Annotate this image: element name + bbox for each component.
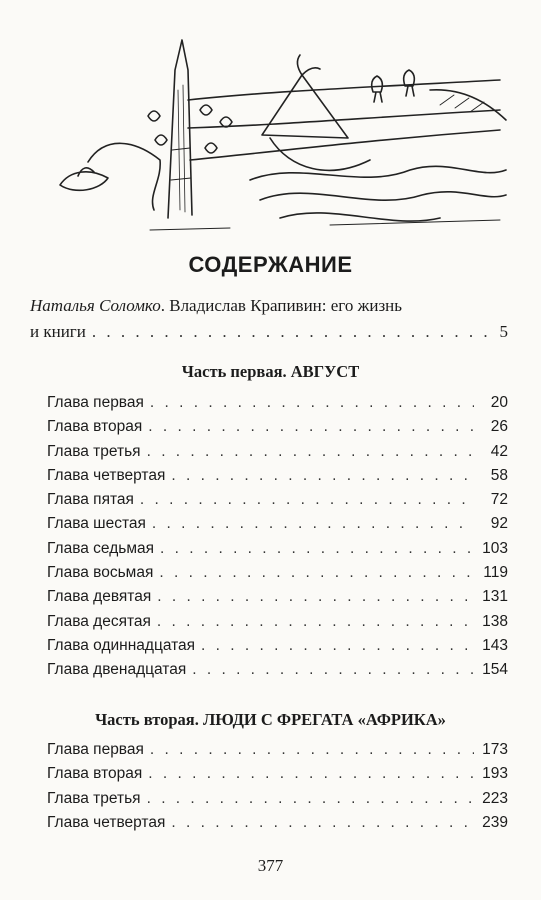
chapter-label: Глава третья — [47, 442, 141, 460]
dot-leader — [148, 765, 474, 783]
intro-entry[interactable] — [30, 293, 508, 345]
dot-leader — [159, 564, 474, 582]
chapter-page: 193 — [482, 765, 508, 783]
chapter-label: Глава первая — [47, 394, 144, 411]
toc-row[interactable] — [47, 637, 508, 661]
chapter-page: 20 — [490, 394, 508, 411]
part-2-heading: Часть вторая. ЛЮДИ С ФРЕГАТА «АФРИКА» — [95, 710, 446, 729]
dot-leader — [140, 491, 474, 509]
chapter-label: Глава двенадцатая — [47, 661, 187, 679]
chapter-page: 173 — [482, 741, 508, 758]
decorative-illustration — [30, 30, 508, 240]
dot-leader — [192, 661, 474, 679]
chapter-label: Глава четвертая — [47, 466, 166, 484]
toc-row[interactable] — [47, 394, 508, 418]
toc-row[interactable] — [47, 790, 508, 814]
part-1-chapter-list — [47, 394, 508, 686]
toc-row[interactable] — [47, 418, 508, 442]
contents-title: СОДЕРЖАНИЕ — [188, 252, 353, 277]
intro-title-line — [30, 293, 508, 319]
toc-row[interactable] — [47, 741, 508, 765]
toc-row[interactable] — [47, 661, 508, 685]
chapter-label: Глава девятая — [47, 588, 152, 606]
chapter-page: 138 — [482, 612, 508, 630]
toc-row[interactable] — [47, 814, 508, 838]
dot-leader — [147, 443, 474, 461]
intro-page-number: 5 — [499, 322, 508, 341]
toc-row[interactable] — [47, 467, 508, 491]
intro-title-part2: и книги — [30, 322, 86, 341]
dot-leader — [147, 790, 474, 808]
chapter-label: Глава шестая — [47, 515, 146, 533]
chapter-page: 92 — [490, 515, 508, 533]
toc-row[interactable] — [47, 491, 508, 515]
chapter-page: 26 — [490, 418, 508, 436]
chapter-page: 131 — [482, 588, 508, 606]
chapter-label: Глава десятая — [47, 612, 151, 630]
chapter-label: Глава третья — [47, 789, 141, 807]
chapter-label: Глава первая — [47, 741, 144, 758]
chapter-page: 72 — [490, 491, 508, 509]
chapter-label: Глава четвертая — [47, 813, 166, 831]
chapter-page: 223 — [482, 789, 508, 807]
chapter-label: Глава одиннадцатая — [47, 636, 196, 654]
chapter-label: Глава вторая — [47, 418, 143, 436]
toc-row[interactable] — [47, 765, 508, 789]
chapter-page: 143 — [482, 636, 508, 654]
toc-row[interactable] — [47, 443, 508, 467]
chapter-page: 103 — [482, 539, 508, 557]
part-2-chapter-list — [47, 741, 508, 838]
dot-leader — [152, 515, 474, 533]
dot-leader — [92, 319, 494, 345]
toc-row[interactable] — [47, 515, 508, 539]
dot-leader — [157, 588, 474, 606]
chapter-label: Глава вторая — [47, 765, 143, 783]
part-1-heading: Часть первая. АВГУСТ — [181, 362, 360, 381]
intro-author: Наталья Соломко — [30, 296, 161, 315]
dot-leader — [150, 394, 474, 412]
intro-title-part1: . Владислав Крапивин: его жизнь — [160, 296, 403, 315]
chapter-page: 119 — [483, 564, 508, 582]
dot-leader — [160, 540, 474, 558]
dot-leader — [157, 613, 474, 631]
intro-title-line-2 — [30, 319, 508, 345]
chapter-label: Глава восьмая — [47, 564, 154, 582]
chapter-page: 239 — [482, 813, 508, 831]
toc-row[interactable] — [47, 613, 508, 637]
dot-leader — [171, 467, 474, 485]
chapter-page: 154 — [482, 661, 508, 679]
dot-leader — [148, 418, 474, 436]
dot-leader — [150, 741, 474, 759]
page-number: 377 — [257, 856, 284, 875]
chapter-label: Глава седьмая — [47, 539, 154, 557]
chapter-page: 42 — [490, 442, 508, 460]
chapter-page: 58 — [490, 466, 508, 484]
toc-row[interactable] — [47, 540, 508, 564]
chapter-label: Глава пятая — [47, 491, 134, 509]
toc-row[interactable] — [47, 564, 508, 588]
dot-leader — [171, 814, 474, 832]
toc-row[interactable] — [47, 588, 508, 612]
dot-leader — [201, 637, 474, 655]
